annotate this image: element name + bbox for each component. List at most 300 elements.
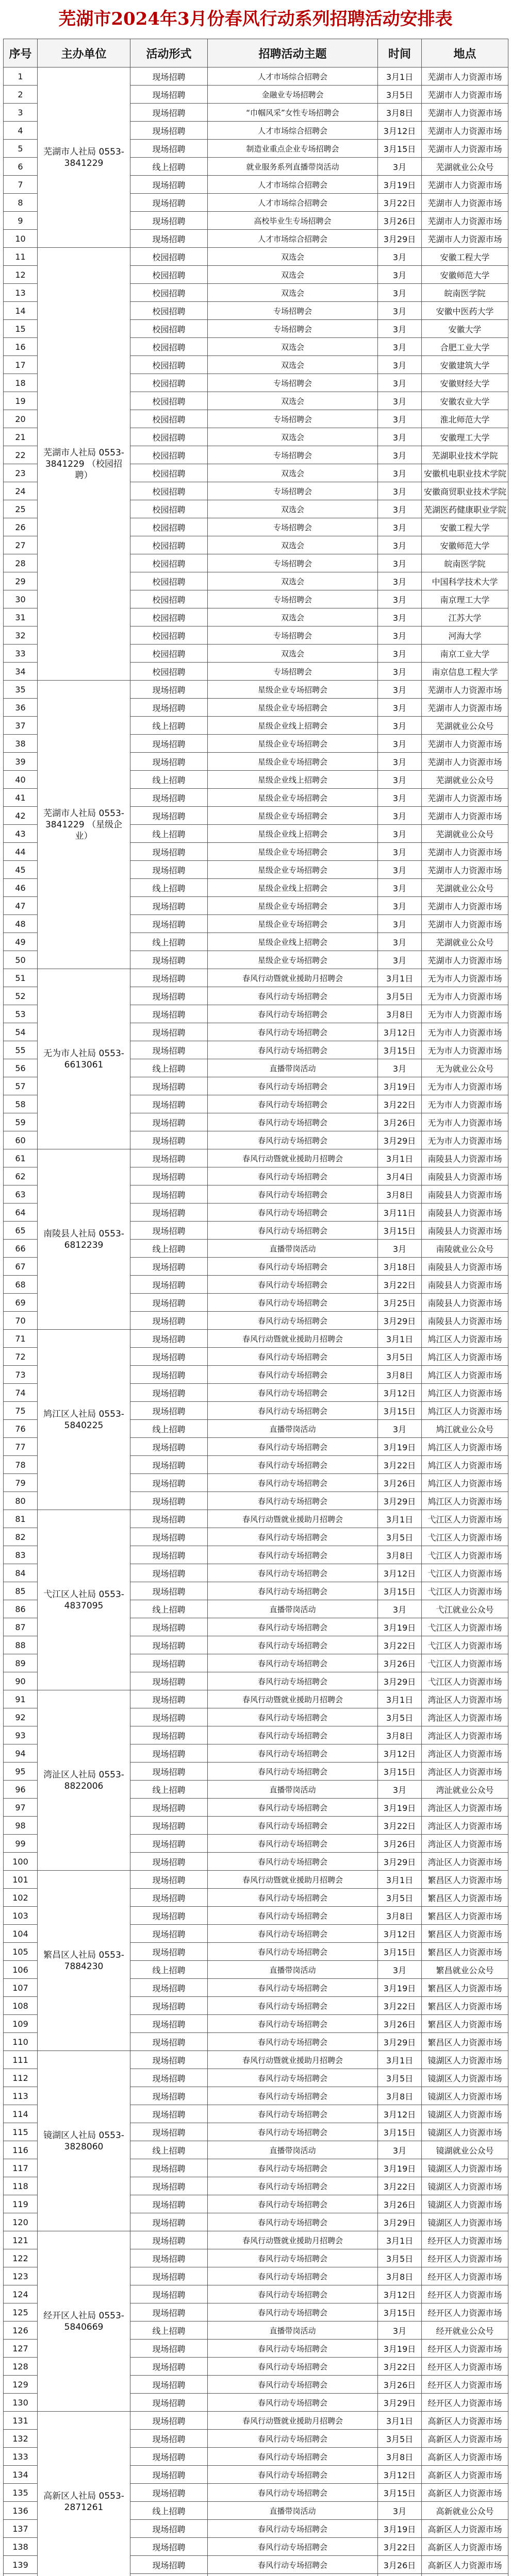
cell-seq: 51 xyxy=(4,969,38,987)
cell-seq: 10 xyxy=(4,230,38,248)
cell-place: 弋江区人力资源市场 xyxy=(422,1546,508,1564)
cell-name: 春风行动专场招聘会 xyxy=(208,1546,378,1564)
cell-place: 皖南医学院 xyxy=(422,554,508,572)
cell-place: 经开区人力资源市场 xyxy=(422,2231,508,2249)
cell-place: 镜湖区人力资源市场 xyxy=(422,2213,508,2231)
cell-seq: 112 xyxy=(4,2069,38,2087)
cell-time: 3月8日 xyxy=(378,1546,422,1564)
cell-place: 芜湖就业公众号 xyxy=(422,825,508,843)
cell-name: 星级企业线上招聘会 xyxy=(208,933,378,951)
cell-name: 春风行动专场招聘会 xyxy=(208,1294,378,1312)
cell-seq: 43 xyxy=(4,825,38,843)
cell-unit: 湾沚区人社局 0553-8822006 xyxy=(38,1690,130,1871)
cell-time: 3月8日 xyxy=(378,104,422,122)
cell-name: 春风行动专场招聘会 xyxy=(208,2159,378,2177)
cell-place: 经开区人力资源市场 xyxy=(422,2285,508,2303)
cell-seq: 124 xyxy=(4,2285,38,2303)
cell-seq: 21 xyxy=(4,428,38,446)
cell-time: 3月22日 xyxy=(378,2177,422,2195)
cell-seq: 69 xyxy=(4,1294,38,1312)
cell-type: 现场招聘 xyxy=(130,2303,208,2321)
cell-seq: 81 xyxy=(4,1510,38,1528)
cell-place: 高新区人力资源市场 xyxy=(422,2556,508,2574)
cell-name: 星级企业专场招聘会 xyxy=(208,951,378,969)
cell-type: 现场招聘 xyxy=(130,1925,208,1943)
cell-seq: 100 xyxy=(4,1853,38,1871)
cell-place: 南京工业大学 xyxy=(422,645,508,663)
cell-name: 就业服务系列直播带岗活动 xyxy=(208,158,378,176)
cell-name: 春风行动专场招聘会 xyxy=(208,2285,378,2303)
cell-type: 现场招聘 xyxy=(130,2267,208,2285)
cell-name: 春风行动专场招聘会 xyxy=(208,987,378,1005)
cell-time: 3月 xyxy=(378,753,422,771)
cell-place: 高新区人力资源市场 xyxy=(422,2538,508,2556)
cell-place: 弋江区人力资源市场 xyxy=(422,1654,508,1672)
cell-time: 3月5日 xyxy=(378,1889,422,1907)
cell-time: 3月22日 xyxy=(378,2538,422,2556)
cell-type: 现场招聘 xyxy=(130,2340,208,2358)
cell-time: 3月 xyxy=(378,266,422,284)
cell-name: 春风行动专场招聘会 xyxy=(208,1925,378,1943)
cell-name: 金融业专场招聘会 xyxy=(208,86,378,104)
cell-seq: 132 xyxy=(4,2430,38,2448)
cell-name: 直播带岗活动 xyxy=(208,1600,378,1618)
cell-seq: 60 xyxy=(4,1131,38,1149)
cell-place: 无为市人力资源市场 xyxy=(422,1005,508,1023)
cell-time: 3月 xyxy=(378,663,422,681)
cell-place: 湾沚区人力资源市场 xyxy=(422,1835,508,1853)
cell-name: 春风行动专场招聘会 xyxy=(208,1131,378,1149)
cell-name: 春风行动专场招聘会 xyxy=(208,2015,378,2033)
cell-name: 春风行动专场招聘会 xyxy=(208,1492,378,1510)
cell-name: 星级企业专场招聘会 xyxy=(208,789,378,807)
cell-name: 星级企业专场招聘会 xyxy=(208,915,378,933)
cell-name: 制造业重点企业专场招聘会 xyxy=(208,140,378,158)
cell-type: 现场招聘 xyxy=(130,2177,208,2195)
cell-seq: 126 xyxy=(4,2321,38,2340)
cell-name: 春风行动专场招聘会 xyxy=(208,1817,378,1835)
cell-name: 人才市场综合招聘会 xyxy=(208,67,378,86)
cell-type: 现场招聘 xyxy=(130,2466,208,2484)
cell-name: 春风行动专场招聘会 xyxy=(208,2340,378,2358)
cell-time: 3月15日 xyxy=(378,1222,422,1240)
cell-place: 中国科学技术大学 xyxy=(422,572,508,590)
header-type: 活动形式 xyxy=(130,39,208,67)
cell-place: 繁昌区人力资源市场 xyxy=(422,1907,508,1925)
cell-name: 直播带岗活动 xyxy=(208,1059,378,1077)
cell-name: 专场招聘会 xyxy=(208,626,378,645)
cell-seq: 128 xyxy=(4,2358,38,2376)
cell-place: 南陵县人力资源市场 xyxy=(422,1222,508,1240)
cell-time: 3月19日 xyxy=(378,2340,422,2358)
cell-place: 安徽商贸职业技术学院 xyxy=(422,482,508,500)
cell-type: 现场招聘 xyxy=(130,915,208,933)
cell-place: 江苏大学 xyxy=(422,608,508,626)
cell-type: 校园招聘 xyxy=(130,518,208,536)
cell-name: 星级企业专场招聘会 xyxy=(208,753,378,771)
cell-type: 现场招聘 xyxy=(130,1582,208,1600)
cell-seq: 33 xyxy=(4,645,38,663)
table-row xyxy=(4,2051,508,2069)
page-title: 芜湖市2024年3月份春风行动系列招聘活动安排表 xyxy=(58,9,453,29)
cell-time: 3月 xyxy=(378,464,422,482)
cell-type: 现场招聘 xyxy=(130,1835,208,1853)
cell-type: 现场招聘 xyxy=(130,1366,208,1384)
cell-seq: 23 xyxy=(4,464,38,482)
cell-time: 3月 xyxy=(378,554,422,572)
cell-type: 校园招聘 xyxy=(130,590,208,608)
cell-place: 南陵县人力资源市场 xyxy=(422,1294,508,1312)
cell-type: 现场招聘 xyxy=(130,1871,208,1889)
cell-time: 3月 xyxy=(378,590,422,608)
cell-name: 春风行动专场招聘会 xyxy=(208,1312,378,1330)
cell-time: 3月25日 xyxy=(378,1294,422,1312)
cell-time: 3月26日 xyxy=(378,2015,422,2033)
cell-time: 3月15日 xyxy=(378,1762,422,1781)
cell-type: 线上招聘 xyxy=(130,879,208,897)
cell-type: 现场招聘 xyxy=(130,2015,208,2033)
cell-type: 线上招聘 xyxy=(130,1600,208,1618)
cell-time: 3月22日 xyxy=(378,194,422,212)
cell-place: 安徽财经大学 xyxy=(422,374,508,392)
cell-place: 湾沚区人力资源市场 xyxy=(422,1799,508,1817)
cell-seq: 6 xyxy=(4,158,38,176)
cell-type: 校园招聘 xyxy=(130,446,208,464)
cell-place: 芜湖就业公众号 xyxy=(422,771,508,789)
cell-seq: 83 xyxy=(4,1546,38,1564)
cell-type: 现场招聘 xyxy=(130,104,208,122)
cell-time: 3月12日 xyxy=(378,122,422,140)
cell-type: 现场招聘 xyxy=(130,1744,208,1762)
cell-seq: 118 xyxy=(4,2177,38,2195)
cell-name: 双选会 xyxy=(208,356,378,374)
cell-name: 春风行动专场招聘会 xyxy=(208,2177,378,2195)
cell-name: 人才市场综合招聘会 xyxy=(208,230,378,248)
cell-time: 3月15日 xyxy=(378,1402,422,1420)
cell-time: 3月12日 xyxy=(378,1384,422,1402)
cell-seq: 134 xyxy=(4,2466,38,2484)
cell-seq: 52 xyxy=(4,987,38,1005)
cell-name: 春风行动专场招聘会 xyxy=(208,2394,378,2412)
cell-place: 鸠江区人力资源市场 xyxy=(422,1330,508,1348)
cell-name: 春风行动专场招聘会 xyxy=(208,1907,378,1925)
cell-time: 3月 xyxy=(378,897,422,915)
cell-time: 3月22日 xyxy=(378,2358,422,2376)
cell-type: 现场招聘 xyxy=(130,1149,208,1167)
cell-name: 直播带岗活动 xyxy=(208,1961,378,1979)
cell-name: 春风行动专场招聘会 xyxy=(208,1077,378,1095)
cell-time: 3月 xyxy=(378,320,422,338)
cell-time: 3月19日 xyxy=(378,1799,422,1817)
cell-name: 专场招聘会 xyxy=(208,374,378,392)
cell-time: 3月5日 xyxy=(378,1348,422,1366)
cell-place: 南陵县人力资源市场 xyxy=(422,1204,508,1222)
table-row xyxy=(4,1871,508,1889)
cell-seq: 37 xyxy=(4,717,38,735)
cell-seq: 87 xyxy=(4,1618,38,1636)
cell-unit: 芜湖市人社局 0553-3841229 xyxy=(38,67,130,248)
cell-time: 3月1日 xyxy=(378,969,422,987)
table-row xyxy=(4,67,508,86)
cell-place: 鸠江区人力资源市场 xyxy=(422,1474,508,1492)
cell-seq: 92 xyxy=(4,1708,38,1726)
cell-seq: 91 xyxy=(4,1690,38,1708)
cell-type: 现场招聘 xyxy=(130,2376,208,2394)
cell-type: 线上招聘 xyxy=(130,825,208,843)
cell-name: 星级企业专场招聘会 xyxy=(208,807,378,825)
cell-type: 现场招聘 xyxy=(130,1222,208,1240)
cell-time: 3月8日 xyxy=(378,1005,422,1023)
cell-place: 镜湖区人力资源市场 xyxy=(422,2051,508,2069)
cell-place: 弋江区人力资源市场 xyxy=(422,1582,508,1600)
table-row xyxy=(4,681,508,699)
cell-seq: 89 xyxy=(4,1654,38,1672)
cell-name: 春风行动暨就业援助月招聘会 xyxy=(208,1149,378,1167)
cell-type: 现场招聘 xyxy=(130,212,208,230)
cell-name: 春风行动专场招聘会 xyxy=(208,1979,378,1997)
cell-name: 春风行动专场招聘会 xyxy=(208,1456,378,1474)
cell-place: 芜湖市人力资源市场 xyxy=(422,699,508,717)
cell-type xyxy=(130,2574,208,2576)
cell-place: 安徽理工大学 xyxy=(422,428,508,446)
cell-seq: 24 xyxy=(4,482,38,500)
cell-name: 春风行动专场招聘会 xyxy=(208,1402,378,1420)
cell-name: 双选会 xyxy=(208,266,378,284)
cell-seq: 45 xyxy=(4,861,38,879)
cell-type: 现场招聘 xyxy=(130,1726,208,1744)
cell-time: 3月 xyxy=(378,572,422,590)
cell-name: 专场招聘会 xyxy=(208,302,378,320)
cell-seq: 55 xyxy=(4,1041,38,1059)
cell-name: 春风行动专场招聘会 xyxy=(208,1023,378,1041)
cell-name: 双选会 xyxy=(208,428,378,446)
cell-seq: 73 xyxy=(4,1366,38,1384)
cell-type: 校园招聘 xyxy=(130,338,208,356)
cell-type: 现场招聘 xyxy=(130,230,208,248)
cell-time: 3月26日 xyxy=(378,1835,422,1853)
cell-seq: 68 xyxy=(4,1276,38,1294)
cell-name: 春风行动专场招聘会 xyxy=(208,2484,378,2502)
cell-time: 3月 xyxy=(378,446,422,464)
cell-time: 3月 xyxy=(378,608,422,626)
cell-type: 现场招聘 xyxy=(130,2556,208,2574)
cell-time: 3月 xyxy=(378,248,422,266)
cell-time: 3月 xyxy=(378,843,422,861)
cell-unit: 弋江区人社局 0553-4837095 xyxy=(38,1510,130,1690)
cell-type: 现场招聘 xyxy=(130,2520,208,2538)
cell-seq: 13 xyxy=(4,284,38,302)
cell-name: 春风行动专场招聘会 xyxy=(208,1438,378,1456)
table-row xyxy=(4,1330,508,1348)
cell-type: 校园招聘 xyxy=(130,248,208,266)
cell-type: 现场招聘 xyxy=(130,140,208,158)
cell-seq: 16 xyxy=(4,338,38,356)
cell-place: 南陵县人力资源市场 xyxy=(422,1149,508,1167)
cell-time: 3月19日 xyxy=(378,2159,422,2177)
cell-seq: 85 xyxy=(4,1582,38,1600)
cell-type: 现场招聘 xyxy=(130,1762,208,1781)
cell-time: 3月29日 xyxy=(378,230,422,248)
cell-type: 线上招聘 xyxy=(130,933,208,951)
cell-type: 现场招聘 xyxy=(130,2484,208,2502)
cell-seq: 62 xyxy=(4,1167,38,1185)
cell-unit: 繁昌区人社局 0553-7884230 xyxy=(38,1871,130,2051)
cell-place: 弋江区人力资源市场 xyxy=(422,1636,508,1654)
cell-place: 繁昌区人力资源市场 xyxy=(422,1925,508,1943)
cell-place: 芜湖就业公众号 xyxy=(422,158,508,176)
cell-type: 现场招聘 xyxy=(130,1672,208,1690)
cell-time: 3月22日 xyxy=(378,1997,422,2015)
cell-time: 3月8日 xyxy=(378,1907,422,1925)
cell-place: 镜湖区人力资源市场 xyxy=(422,2087,508,2105)
cell-place: 高新就业公众号 xyxy=(422,2502,508,2520)
cell-type: 现场招聘 xyxy=(130,987,208,1005)
cell-type: 现场招聘 xyxy=(130,753,208,771)
cell-type: 现场招聘 xyxy=(130,843,208,861)
cell-seq: 98 xyxy=(4,1817,38,1835)
cell-place: 经开区人力资源市场 xyxy=(422,2340,508,2358)
cell-seq: 113 xyxy=(4,2087,38,2105)
cell-type: 现场招聘 xyxy=(130,969,208,987)
cell-time: 3月 xyxy=(378,1781,422,1799)
cell-place: 南陵县人力资源市场 xyxy=(422,1258,508,1276)
cell-seq: 44 xyxy=(4,843,38,861)
cell-name: 双选会 xyxy=(208,645,378,663)
cell-place: 繁昌就业公众号 xyxy=(422,1961,508,1979)
cell-seq: 88 xyxy=(4,1636,38,1654)
cell-seq: 58 xyxy=(4,1095,38,1113)
cell-seq: 39 xyxy=(4,753,38,771)
cell-time: 3月1日 xyxy=(378,1149,422,1167)
cell-time: 3月 xyxy=(378,915,422,933)
cell-seq: 125 xyxy=(4,2303,38,2321)
cell-time: 3月12日 xyxy=(378,2105,422,2123)
cell-time: 3月5日 xyxy=(378,2249,422,2267)
cell-type: 现场招聘 xyxy=(130,86,208,104)
cell-place: 安徽中医药大学 xyxy=(422,302,508,320)
cell-name: 春风行动专场招聘会 xyxy=(208,1636,378,1654)
cell-type: 现场招聘 xyxy=(130,2412,208,2430)
cell-seq: 34 xyxy=(4,663,38,681)
cell-name: 双选会 xyxy=(208,464,378,482)
cell-place: 繁昌区人力资源市场 xyxy=(422,2033,508,2051)
cell-place: 鸠江区人力资源市场 xyxy=(422,1402,508,1420)
cell-seq: 54 xyxy=(4,1023,38,1041)
cell-place: 芜湖市人力资源市场 xyxy=(422,86,508,104)
cell-type: 现场招聘 xyxy=(130,2394,208,2412)
cell-name: 双选会 xyxy=(208,248,378,266)
cell-type: 现场招聘 xyxy=(130,2285,208,2303)
cell-name: 春风行动专场招聘会 xyxy=(208,2069,378,2087)
cell-type: 现场招聘 xyxy=(130,1113,208,1131)
cell-time: 3月22日 xyxy=(378,1456,422,1474)
cell-name: 春风行动专场招聘会 xyxy=(208,2556,378,2574)
cell-name: 春风行动专场招聘会 xyxy=(208,1564,378,1582)
cell-name: 春风行动专场招聘会 xyxy=(208,2105,378,2123)
cell-seq: 94 xyxy=(4,1744,38,1762)
cell-name: 春风行动专场招聘会 xyxy=(208,1762,378,1781)
cell-time: 3月 xyxy=(378,1420,422,1438)
cell-name: 双选会 xyxy=(208,284,378,302)
cell-type: 现场招聘 xyxy=(130,1276,208,1294)
cell-place: 南陵就业公众号 xyxy=(422,1240,508,1258)
cell-seq: 32 xyxy=(4,626,38,645)
cell-seq: 4 xyxy=(4,122,38,140)
cell-time: 3月4日 xyxy=(378,1167,422,1185)
cell-type: 现场招聘 xyxy=(130,1402,208,1420)
cell-place: 镜湖区人力资源市场 xyxy=(422,2105,508,2123)
cell-type: 现场招聘 xyxy=(130,1889,208,1907)
cell-time: 3月 xyxy=(378,410,422,428)
cell-seq: 129 xyxy=(4,2376,38,2394)
cell-place: 弋江区人力资源市场 xyxy=(422,1564,508,1582)
cell-seq: 127 xyxy=(4,2340,38,2358)
cell-type: 现场招聘 xyxy=(130,1690,208,1708)
cell-place: 无为市人力资源市场 xyxy=(422,969,508,987)
cell-place: 高新区人力资源市场 xyxy=(422,2448,508,2466)
cell-name: 春风行动专场招聘会 xyxy=(208,2267,378,2285)
cell-type: 线上招聘 xyxy=(130,1240,208,1258)
cell-seq: 104 xyxy=(4,1925,38,1943)
cell-time: 3月1日 xyxy=(378,1510,422,1528)
cell-name: 专场招聘会 xyxy=(208,320,378,338)
cell-time: 3月22日 xyxy=(378,1276,422,1294)
cell-name: 春风行动专场招聘会 xyxy=(208,1582,378,1600)
cell-place: 芜湖市人力资源市场 xyxy=(422,104,508,122)
cell-seq: 96 xyxy=(4,1781,38,1799)
cell-type: 现场招聘 xyxy=(130,1799,208,1817)
cell-type: 校园招聘 xyxy=(130,356,208,374)
cell-name: 双选会 xyxy=(208,338,378,356)
cell-name: 春风行动专场招聘会 xyxy=(208,2430,378,2448)
cell-type: 现场招聘 xyxy=(130,1095,208,1113)
cell-name: 春风行动专场招聘会 xyxy=(208,1005,378,1023)
cell-type: 现场招聘 xyxy=(130,2195,208,2213)
cell-seq: 5 xyxy=(4,140,38,158)
cell-type: 校园招聘 xyxy=(130,464,208,482)
cell-unit: 芜湖市人社局 0553-3841229 （星级企业） xyxy=(38,681,130,969)
cell-type: 校园招聘 xyxy=(130,320,208,338)
cell-seq: 15 xyxy=(4,320,38,338)
cell-place: 弋江区人力资源市场 xyxy=(422,1528,508,1546)
cell-name: 春风行动暨就业援助月招聘会 xyxy=(208,2051,378,2069)
cell-time: 3月 xyxy=(378,825,422,843)
cell-type: 现场招聘 xyxy=(130,2033,208,2051)
cell-place: 无为市人力资源市场 xyxy=(422,1041,508,1059)
cell-name: 星级企业线上招聘会 xyxy=(208,825,378,843)
cell-time: 3月15日 xyxy=(378,1943,422,1961)
cell-name: 春风行动专场招聘会 xyxy=(208,1618,378,1636)
cell-type: 现场招聘 xyxy=(130,1853,208,1871)
cell-seq: 30 xyxy=(4,590,38,608)
cell-time: 3月 xyxy=(378,807,422,825)
cell-type: 现场招聘 xyxy=(130,861,208,879)
cell-type: 现场招聘 xyxy=(130,807,208,825)
cell-name: 星级企业专场招聘会 xyxy=(208,735,378,753)
cell-time: 3月8日 xyxy=(378,1185,422,1204)
cell-seq: 80 xyxy=(4,1492,38,1510)
cell-type: 现场招聘 xyxy=(130,1384,208,1402)
cell-seq: 95 xyxy=(4,1762,38,1781)
cell-place: 安徽工程大学 xyxy=(422,518,508,536)
cell-name: 星级企业专场招聘会 xyxy=(208,897,378,915)
cell-place: 安徽师范大学 xyxy=(422,536,508,554)
cell-type: 校园招聘 xyxy=(130,302,208,320)
cell-type: 现场招聘 xyxy=(130,1456,208,1474)
cell-seq: 77 xyxy=(4,1438,38,1456)
cell-seq: 109 xyxy=(4,2015,38,2033)
cell-type: 线上招聘 xyxy=(130,1961,208,1979)
